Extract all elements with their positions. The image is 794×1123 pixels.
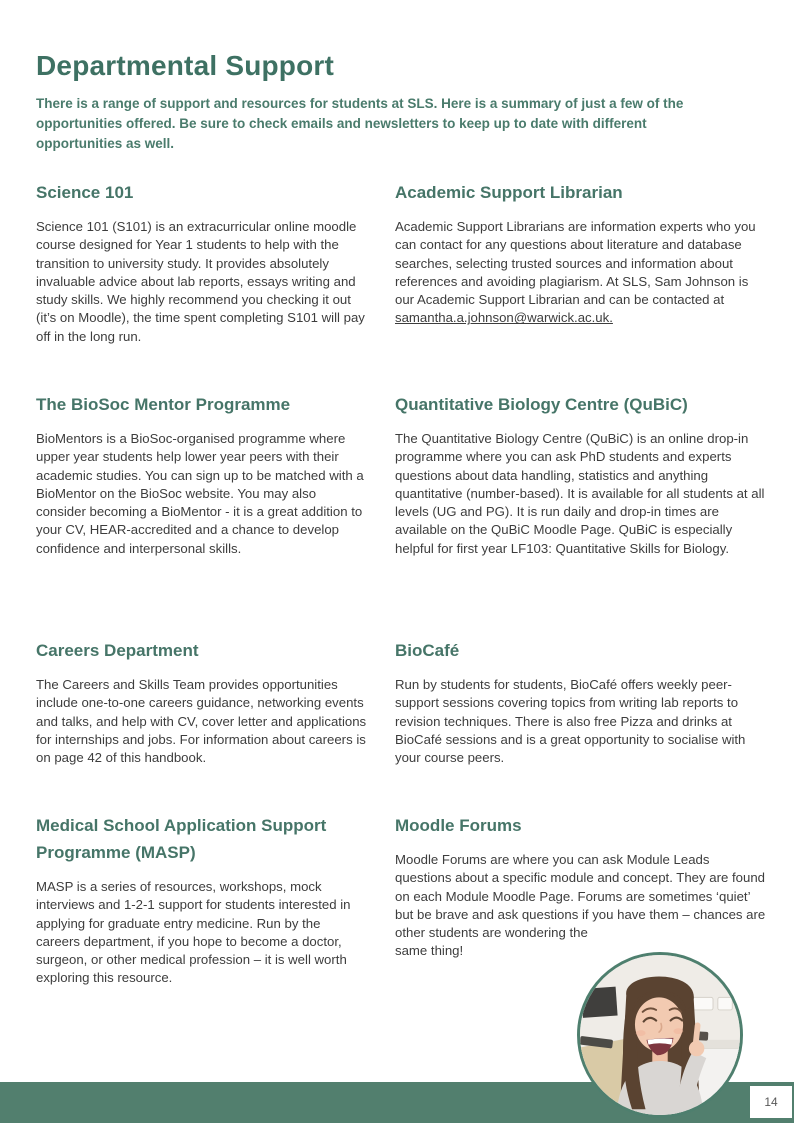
section-body-tail: other students are wondering the same thing! <box>395 925 588 959</box>
section-heading: Science 101 <box>36 183 134 202</box>
section-body: Moodle Forums are where you can ask Module Leads questions about a specific module and concept. They are found on each Module Moodle Page. Forums are sometimes ‘quiet’ but be brave and ask questions if you have them – chances are <box>395 852 766 922</box>
section-biosoc-mentor-programme <box>36 391 368 558</box>
section-body: BioMentors is a BioSoc-organised programme where upper year students help lower year peers with their academic studies. You can sign up to be matched with a BioMentor on the BioSoc website. You may also consider becoming a BioMentor - it is a great addition to your CV, HEAR-accredited and a chance to develop confidence and interpersonal skills. <box>36 431 364 556</box>
section-body <box>395 218 767 328</box>
blush-left <box>636 1030 646 1036</box>
section-careers-department <box>36 637 368 767</box>
section-body: The Quantitative Biology Centre (QuBiC) is an online drop-in programme where you can ask PhD students and experts questions about data handling, statistics and anything quantitative (number-based). It is available for all students at all levels (UG and PG). It is run daily and drop-in times are available on the QuBiC Moodle Page. QuBiC is especially helpful for first year LF103: Quantitative Skills for Biology. <box>395 431 765 556</box>
page-number <box>750 1086 792 1118</box>
section-academic-support-librarian <box>395 179 767 328</box>
section-masp <box>36 812 368 988</box>
section-heading: Quantitative Biology Centre (QuBiC) <box>395 395 688 414</box>
section-heading: Academic Support Librarian <box>395 183 623 202</box>
blush-right <box>673 1028 683 1034</box>
student-photo <box>577 952 743 1118</box>
wall-socket-icon <box>692 997 713 1010</box>
monitor-icon <box>581 987 618 1018</box>
section-heading: Careers Department <box>36 641 199 660</box>
page-number-value: 14 <box>764 1095 778 1109</box>
intro-text: There is a range of support and resources for students at SLS. Here is a summary of just a few of the opportunities offered. Be sure to check emails and newsletters to keep up to date with different opportunities as well. <box>36 96 684 151</box>
section-science-101 <box>36 179 368 346</box>
section-heading: Medical School Application Support Programme (MASP) <box>36 816 327 862</box>
section-moodle-forums <box>395 812 767 961</box>
section-body: The Careers and Skills Team provides opportunities include one-to-one careers guidance, networking events and talks, and help with CV, cover letter and applications for internships and jobs. For information about careers is on page 42 of this handbook. <box>36 677 367 766</box>
section-heading: BioCafé <box>395 641 460 660</box>
section-biocafe <box>395 637 767 767</box>
section-body: Science 101 (S101) is an extracurricular online moodle course designed for Year 1 students to help with the transition to university study. It provides absolutely invaluable advice about lab reports, essays writing and study skills. We highly recommend you checking it out (it’s on Moodle), the time spent completing S101 will pay off in the long run. <box>36 219 365 344</box>
section-qubic <box>395 391 767 558</box>
section-heading: The BioSoc Mentor Programme <box>36 395 291 414</box>
section-body: Run by students for students, BioCafé offers weekly peer-support sessions covering topics from writing lab reports to revision techniques. There is also free Pizza and drinks at BioCafé sessions and is a great opportunity to socialise with your course peers. <box>395 677 746 766</box>
section-body-text: Academic Support Librarians are information experts who you can contact for any questions about literature and database searches, selecting trusted sources and information about references and avoiding plagiarism. At SLS, Sam Johnson is our Academic Support Librarian and can be contacted at <box>395 219 756 308</box>
page-title: Departmental Support <box>36 50 335 81</box>
wall-socket-icon <box>718 997 732 1010</box>
student-photo-illustration <box>580 955 740 1115</box>
email-link[interactable]: samantha.a.johnson@warwick.ac.uk. <box>395 310 613 326</box>
section-heading: Moodle Forums <box>395 816 522 835</box>
section-body: MASP is a series of resources, workshops, mock interviews and 1-2-1 support for students interested in applying for graduate entry medicine. Run by the careers department, if you hope to become a doctor, surgeon, or other medical profession – it is well worth exploring this resource. <box>36 879 351 986</box>
